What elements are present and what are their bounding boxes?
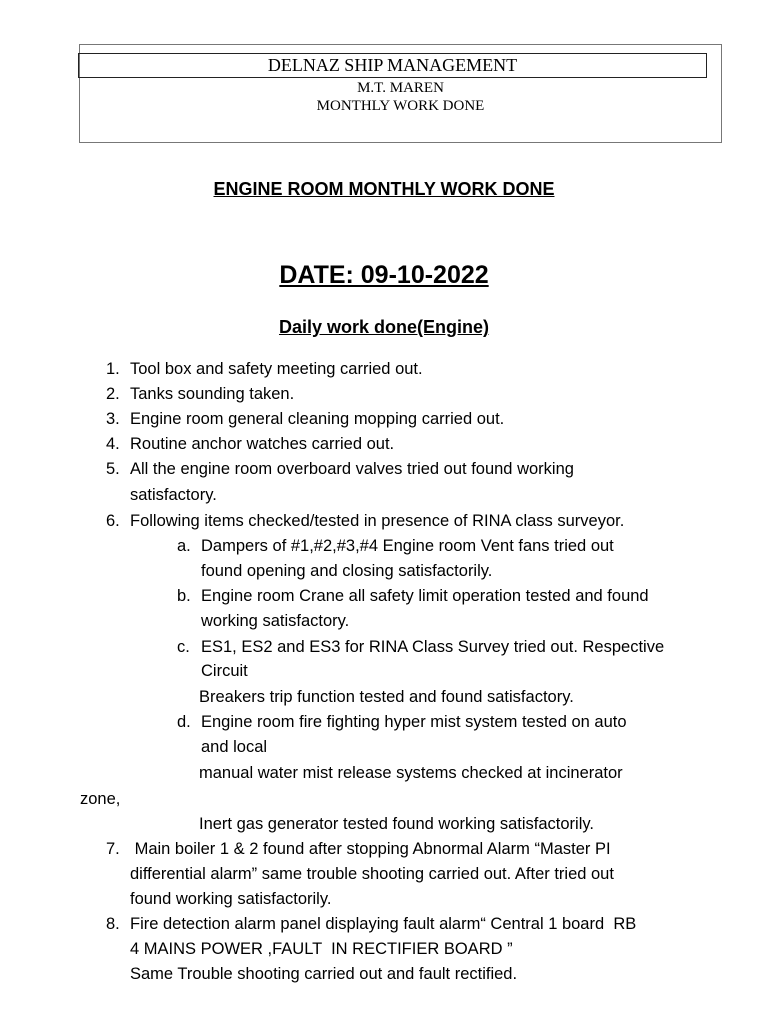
list-item: Fire detection alarm panel displaying fault alarm“ Central 1 board RB <box>130 915 637 933</box>
list-item-number: 6. <box>106 512 120 530</box>
list-item-continuation: 4 MAINS POWER ,FAULT IN RECTIFIER BOARD ” <box>130 940 513 958</box>
sub-item-continuation: zone, <box>80 790 121 808</box>
list-item-number: 5. <box>106 460 120 478</box>
list-item-number: 2. <box>106 385 120 403</box>
list-item: Tool box and safety meeting carried out. <box>130 360 423 378</box>
list-item-number: 1. <box>106 360 120 378</box>
page-title: ENGINE ROOM MONTHLY WORK DONE <box>213 179 555 199</box>
sub-item: Engine room Crane all safety limit operation tested and found <box>201 587 649 605</box>
vessel-name: M.T. MAREN <box>357 80 444 96</box>
sub-item-continuation: working satisfactory. <box>201 612 350 630</box>
list-item-number: 3. <box>106 410 120 428</box>
sub-item-letter: a. <box>177 537 191 555</box>
sub-item-continuation: manual water mist release systems checked at incinerator <box>199 764 623 782</box>
sub-item: ES1, ES2 and ES3 for RINA Class Survey tried out. Respective <box>201 638 665 656</box>
sub-item-continuation: Breakers trip function tested and found satisfactory. <box>199 688 574 706</box>
list-item-number: 8. <box>106 915 120 933</box>
list-item: Following items checked/tested in presence of RINA class surveyor. <box>130 512 625 530</box>
sub-item-letter: c. <box>177 638 190 656</box>
sub-item-letter: b. <box>177 587 191 605</box>
list-item-number: 4. <box>106 435 120 453</box>
sub-item-continuation: Circuit <box>201 662 248 680</box>
section-subtitle: Daily work done(Engine) <box>278 317 490 337</box>
list-item-continuation: Same Trouble shooting carried out and fault rectified. <box>130 965 518 983</box>
sub-item-letter: d. <box>177 713 191 731</box>
report-date: DATE: 09-10-2022 <box>279 261 489 289</box>
list-item: Engine room general cleaning mopping carried out. <box>130 410 505 428</box>
list-item: Tanks sounding taken. <box>130 385 295 403</box>
sub-item-continuation: found opening and closing satisfactorily. <box>201 562 493 580</box>
list-item-continuation: differential alarm” same trouble shooting carried out. After tried out <box>130 865 614 883</box>
list-item-continuation: found working satisfactorily. <box>130 890 332 908</box>
sub-item-continuation: Inert gas generator tested found working satisfactorily. <box>199 815 594 833</box>
company-name: DELNAZ SHIP MANAGEMENT <box>78 53 707 78</box>
list-item-continuation: satisfactory. <box>130 486 217 504</box>
list-item: Main boiler 1 & 2 found after stopping Abnormal Alarm “Master PI <box>130 840 611 858</box>
list-item: Routine anchor watches carried out. <box>130 435 395 453</box>
sub-item-continuation: and local <box>201 738 268 756</box>
sub-item: Engine room fire fighting hyper mist system tested on auto <box>201 713 627 731</box>
report-type: MONTHLY WORK DONE <box>316 98 485 114</box>
list-item: All the engine room overboard valves tried out found working <box>130 460 574 478</box>
list-item-number: 7. <box>106 840 120 858</box>
sub-item: Dampers of #1,#2,#3,#4 Engine room Vent fans tried out <box>201 537 614 555</box>
